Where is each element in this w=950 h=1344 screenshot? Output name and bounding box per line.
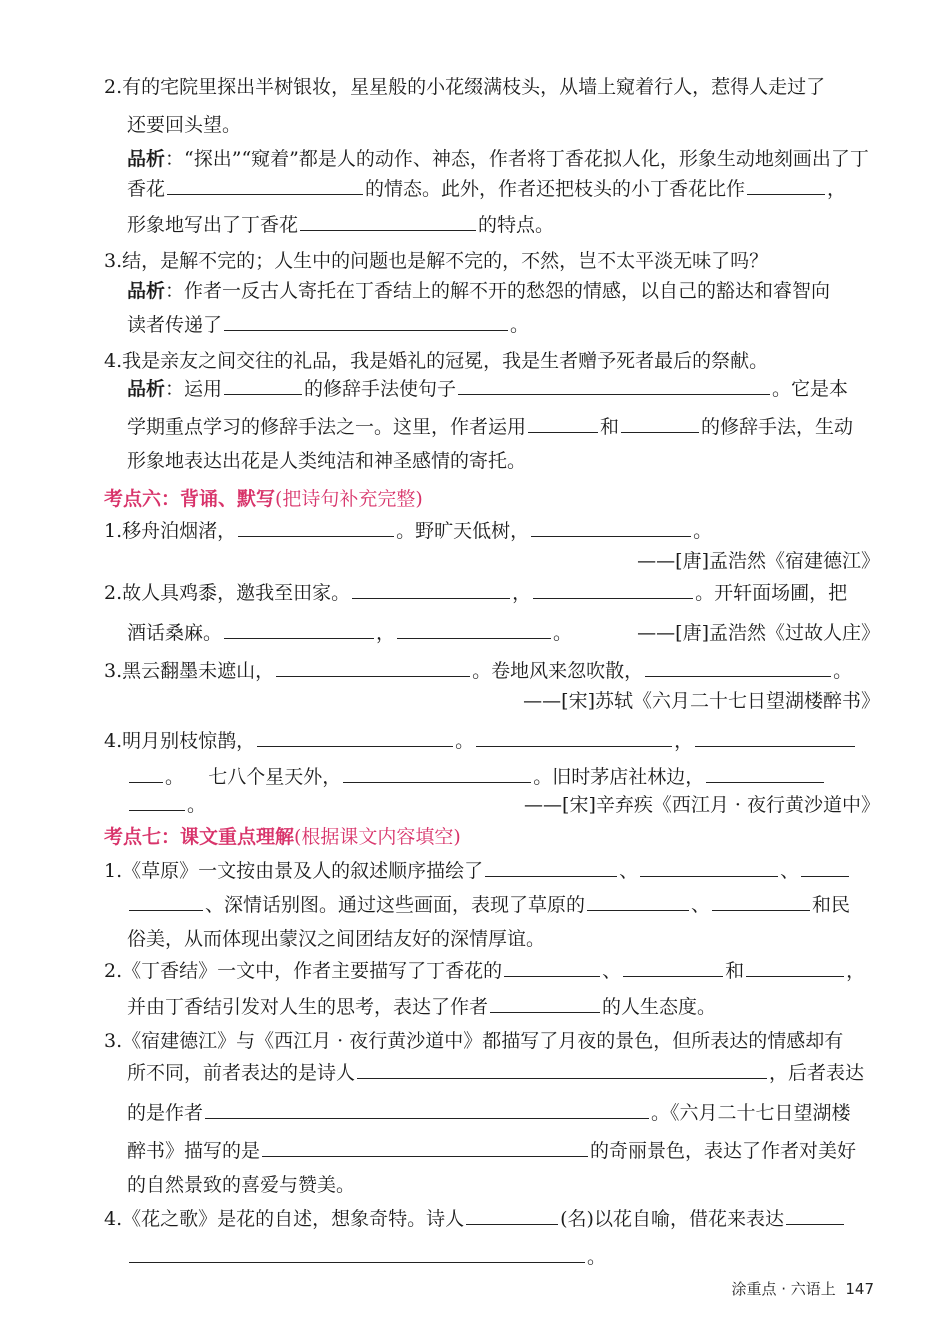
q2-text: 的情态。此外，作者还把枝头的小丁香花比作 [365, 178, 746, 200]
q4-text: 形象地表达出花是人类纯洁和神圣感情的寄托。 [127, 450, 527, 472]
q3-text: 读者传递了 [127, 314, 223, 336]
q3-analysis-1 [127, 276, 950, 312]
question-text: 并由丁香结引发对人生的思考，表达了作者 [127, 996, 489, 1018]
q4-text: 学期重点学习的修辞手法之一。这里，作者运用 [127, 416, 527, 438]
answer-blank[interactable] [262, 1136, 588, 1157]
answer-blank[interactable] [300, 210, 476, 231]
answer-blank[interactable] [747, 174, 825, 195]
q3-analysis-2 [127, 310, 950, 346]
page-footer [732, 1278, 875, 1299]
question-text: 3.《宿建德江》与《西江月 · 夜行黄沙道中》都描写了月夜的景色，但所表达的情感却有 [104, 1030, 844, 1052]
poem-text: 。 [165, 766, 185, 788]
question-text: 、 [602, 960, 622, 982]
answer-blank[interactable] [224, 310, 508, 331]
section7-subtitle: (根据课文内容填空) [294, 826, 461, 848]
s6-q4-source-line [0, 790, 950, 826]
answer-blank[interactable] [257, 726, 453, 747]
question-text: 的奇丽景色，表达了作者对美好 [590, 1140, 857, 1162]
answer-blank[interactable] [476, 726, 672, 747]
question-text: 。《六月二十七日望湖楼 [651, 1102, 851, 1124]
answer-blank[interactable] [167, 174, 363, 195]
analysis-label: 品析 [127, 148, 166, 170]
answer-blank[interactable] [276, 656, 470, 677]
s7-q1 [104, 856, 950, 892]
poem-text: 酒话桑麻。 [127, 622, 223, 644]
s7-q3-line3 [127, 1098, 950, 1134]
question-text: 、 [619, 860, 639, 882]
answer-blank[interactable] [466, 1204, 558, 1225]
poem-text: 。 [455, 730, 475, 752]
question-text: 醉书》描写的是 [127, 1140, 261, 1162]
section7-heading [104, 822, 950, 858]
poem-text: 4.明月别枝惊鹊， [104, 730, 256, 752]
poem-text: 3.黑云翻墨未遮山， [104, 660, 275, 682]
answer-blank[interactable] [640, 856, 778, 877]
s6-q2-source-line [0, 618, 950, 654]
answer-blank[interactable] [490, 992, 600, 1013]
answer-blank[interactable] [786, 1204, 844, 1225]
q2-analysis-2 [127, 174, 950, 210]
q3-analysis-text: ：作者一反古人寄托在丁香结上的解不开的愁怨的情感，以自己的豁达和睿智向 [165, 280, 831, 302]
answer-blank[interactable] [129, 890, 203, 911]
poem-source: ——[唐]孟浩然《宿建德江》 [637, 550, 880, 572]
answer-blank[interactable] [528, 412, 598, 433]
poem-text: 。 [187, 794, 207, 816]
s6-q1-source-line [0, 546, 950, 582]
answer-blank[interactable] [531, 516, 691, 537]
question-text: (名)以花自喻，借花来表达 [560, 1208, 784, 1230]
question-text: 和民 [812, 894, 851, 916]
poem-source: ——[唐]孟浩然《过故人庄》 [637, 622, 880, 644]
q2-text: ， [827, 178, 847, 200]
q2-text: 有的宅院里探出半树银妆，星星般的小花缀满枝头，从墙上窥着行人，惹得人走过了 [122, 76, 826, 98]
s6-q2 [104, 578, 950, 614]
answer-blank[interactable] [645, 656, 831, 677]
s7-q4-line2 [127, 1242, 950, 1278]
question-text: 4.《花之歌》是花的自述，想象奇特。诗人 [104, 1208, 465, 1230]
q2-line-1 [104, 72, 950, 108]
s7-q4 [104, 1204, 950, 1240]
answer-blank[interactable] [621, 412, 699, 433]
page-number: 147 [845, 1280, 874, 1298]
section7-title: 考点七：课文重点理解 [104, 826, 295, 848]
footer-label: 涂重点 · 六语上 [731, 1280, 836, 1298]
question-text: 。 [587, 1246, 607, 1268]
poem-text: 七八个星天外， [208, 766, 342, 788]
s7-q1-line2 [127, 890, 950, 926]
poem-text: ， [376, 622, 396, 644]
question-text: 的人生态度。 [602, 996, 717, 1018]
question-text: 1.《草原》一文按由景及人的叙述顺序描绘了 [104, 860, 484, 882]
q2-analysis-3 [127, 210, 950, 246]
q4-text: ：运用 [165, 378, 223, 400]
answer-blank[interactable] [533, 578, 693, 599]
answer-blank[interactable] [712, 890, 810, 911]
q2-line-2 [127, 110, 950, 146]
analysis-label: 品析 [127, 378, 166, 400]
q2-text: 香花 [127, 178, 166, 200]
q2-analysis-text: ：“探出”“窥着”都是人的动作、神态，作者将丁香花拟人化，形象生动地刻画出了丁 [165, 148, 869, 170]
answer-blank[interactable] [706, 762, 824, 783]
poem-text: ， [512, 582, 532, 604]
poem-text: 。 [553, 622, 573, 644]
poem-text: 。旧时茅店社林边， [533, 766, 705, 788]
q4-analysis-1 [127, 374, 950, 410]
answer-blank[interactable] [224, 374, 302, 395]
q4-text: 和 [600, 416, 620, 438]
q4-text: 我是亲友之间交往的礼品，我是婚礼的冠冕，我是生者赠予死者最后的祭献。 [122, 350, 769, 372]
poem-text: 。 [693, 520, 713, 542]
s7-q3-line2 [127, 1058, 950, 1094]
q4-analysis-3 [127, 446, 950, 482]
section6-subtitle: (把诗句补充完整) [275, 488, 423, 510]
poem-text: ， [674, 730, 694, 752]
question-text: ， [846, 960, 866, 982]
answer-blank[interactable] [801, 856, 849, 877]
s7-q3 [104, 1026, 950, 1062]
answer-blank[interactable] [357, 1058, 767, 1079]
answer-blank[interactable] [238, 516, 394, 537]
answer-blank[interactable] [504, 956, 600, 977]
s7-q2 [104, 956, 950, 992]
question-text: 的自然景致的喜爱与赞美。 [127, 1174, 356, 1196]
q4-number: 4. [104, 350, 123, 372]
question-text: 、 [780, 860, 800, 882]
q3-number: 3. [104, 250, 123, 272]
s7-q1-line3 [127, 924, 950, 960]
q2-text-2: 还要回头望。 [127, 114, 242, 136]
analysis-label: 品析 [127, 280, 166, 302]
q4-text: 的修辞手法，生动 [701, 416, 854, 438]
poem-text: 。卷地风来忽吹散， [472, 660, 644, 682]
poem-source: ——[宋]苏轼《六月二十七日望湖楼醉书》 [523, 690, 880, 712]
poem-text: 2.故人具鸡黍，邀我至田家。 [104, 582, 351, 604]
s6-q3-source-line [0, 686, 950, 722]
answer-blank[interactable] [129, 762, 163, 783]
question-text: 和 [725, 960, 745, 982]
s6-q4 [104, 726, 950, 762]
section6-title: 考点六：背诵、默写 [104, 488, 276, 510]
poem-text: 。开轩面场圃，把 [695, 582, 848, 604]
question-text: 所不同，前者表达的是诗人 [127, 1062, 356, 1084]
question-text: 、 [691, 894, 711, 916]
poem-text: 。野旷天低树， [396, 520, 530, 542]
s7-q3-line5 [127, 1170, 950, 1206]
q2-text: 的特点。 [478, 214, 555, 236]
poem-text: 。 [833, 660, 853, 682]
question-text: 2.《丁香结》一文中，作者主要描写了丁香花的 [104, 960, 503, 982]
s7-q3-line4 [127, 1136, 950, 1172]
section6-heading [104, 484, 950, 520]
answer-blank[interactable] [343, 762, 531, 783]
answer-blank[interactable] [458, 374, 770, 395]
s7-q2-line2 [127, 992, 950, 1028]
q4-text: 的修辞手法使句子 [304, 378, 457, 400]
q4-analysis-2 [127, 412, 950, 448]
q2-number: 2. [104, 76, 123, 98]
answer-blank[interactable] [695, 726, 855, 747]
answer-blank[interactable] [485, 856, 617, 877]
answer-blank[interactable] [352, 578, 510, 599]
q4-text: 。它是本 [772, 378, 849, 400]
answer-blank[interactable] [129, 1242, 585, 1263]
answer-blank[interactable] [205, 1098, 649, 1119]
answer-blank[interactable] [746, 956, 844, 977]
poem-text: 1.移舟泊烟渚， [104, 520, 237, 542]
q2-text: 形象地写出了丁香花 [127, 214, 299, 236]
poem-source: ——[宋]辛弃疾《西江月 · 夜行黄沙道中》 [524, 794, 880, 816]
question-text: 俗美，从而体现出蒙汉之间团结友好的深情厚谊。 [127, 928, 546, 950]
q3-text: 。 [510, 314, 530, 336]
answer-blank[interactable] [587, 890, 689, 911]
question-text: 的是作者 [127, 1102, 204, 1124]
answer-blank[interactable] [623, 956, 723, 977]
question-text: ，后者表达 [769, 1062, 865, 1084]
question-text: 、深情话别图。通过这些画面，表现了草原的 [205, 894, 586, 916]
q3-text: 结，是解不完的；人生中的问题也是解不完的，不然，岂不太平淡无味了吗？ [122, 250, 769, 272]
